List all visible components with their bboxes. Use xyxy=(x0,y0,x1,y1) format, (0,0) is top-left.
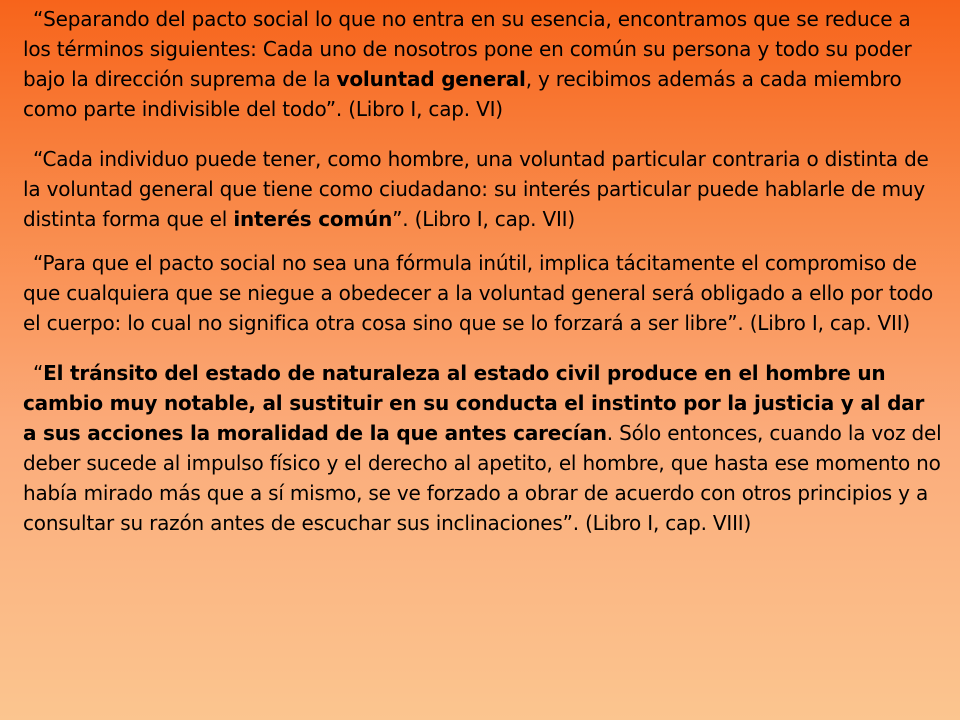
quote-2-text-a: “Cada individuo puede tener, como hombre, una voluntad particular contraria o distinta de la voluntad general que tiene como ciudadano: su interés particular puede hablarle de muy distinta forma que el xyxy=(23,147,929,231)
quote-2-text-b: ”. (Libro I, cap. VII) xyxy=(392,207,575,231)
quote-1 xyxy=(23,4,942,124)
quote-1-text-a: “Separando del pacto social lo que no entra en su esencia, encontramos que se reduce a los términos siguientes: Cada uno de nosotros pone en común su persona y todo su poder bajo la dirección suprema de la xyxy=(23,7,912,91)
quote-3-text: “Para que el pacto social no sea una fórmula inútil, implica tácitamente el compromiso de que cualquiera que se niegue a obedecer a la voluntad general será obligado a ello por todo el cuerpo: lo cual no significa otra cosa sino que se lo forzará a ser libre”. (Libro I, cap. VII) xyxy=(23,251,934,335)
quote-4-text: . Sólo entonces, cuando la voz del deber sucede al impulso físico y el derecho al apetito, el hombre, que hasta ese momento no había mirado más que a sí mismo, se ve forzado a obrar de acuerdo con otros principios y a consultar su razón antes de escuchar sus inclinaciones”. (Libro I, cap. VIII) xyxy=(23,421,942,535)
quote-2 xyxy=(23,144,942,234)
quote-1-text-b: , y recibimos además a cada miembro como parte indivisible del todo”. (Libro I, cap. VI) xyxy=(23,67,902,121)
quote-1-bold-voluntad-general: voluntad general xyxy=(336,67,526,91)
quote-4 xyxy=(23,358,942,538)
quote-4-bold-transito: El tránsito del estado de naturaleza al estado civil produce en el hombre un cambio muy notable, al sustituir en su conducta el instinto por la justicia y al dar a sus acciones la moralidad de la que antes carecían xyxy=(23,361,925,445)
quote-2-bold-interes-comun: interés común xyxy=(233,207,393,231)
quote-4-open-mark: “ xyxy=(33,361,44,385)
quote-3 xyxy=(23,248,942,338)
